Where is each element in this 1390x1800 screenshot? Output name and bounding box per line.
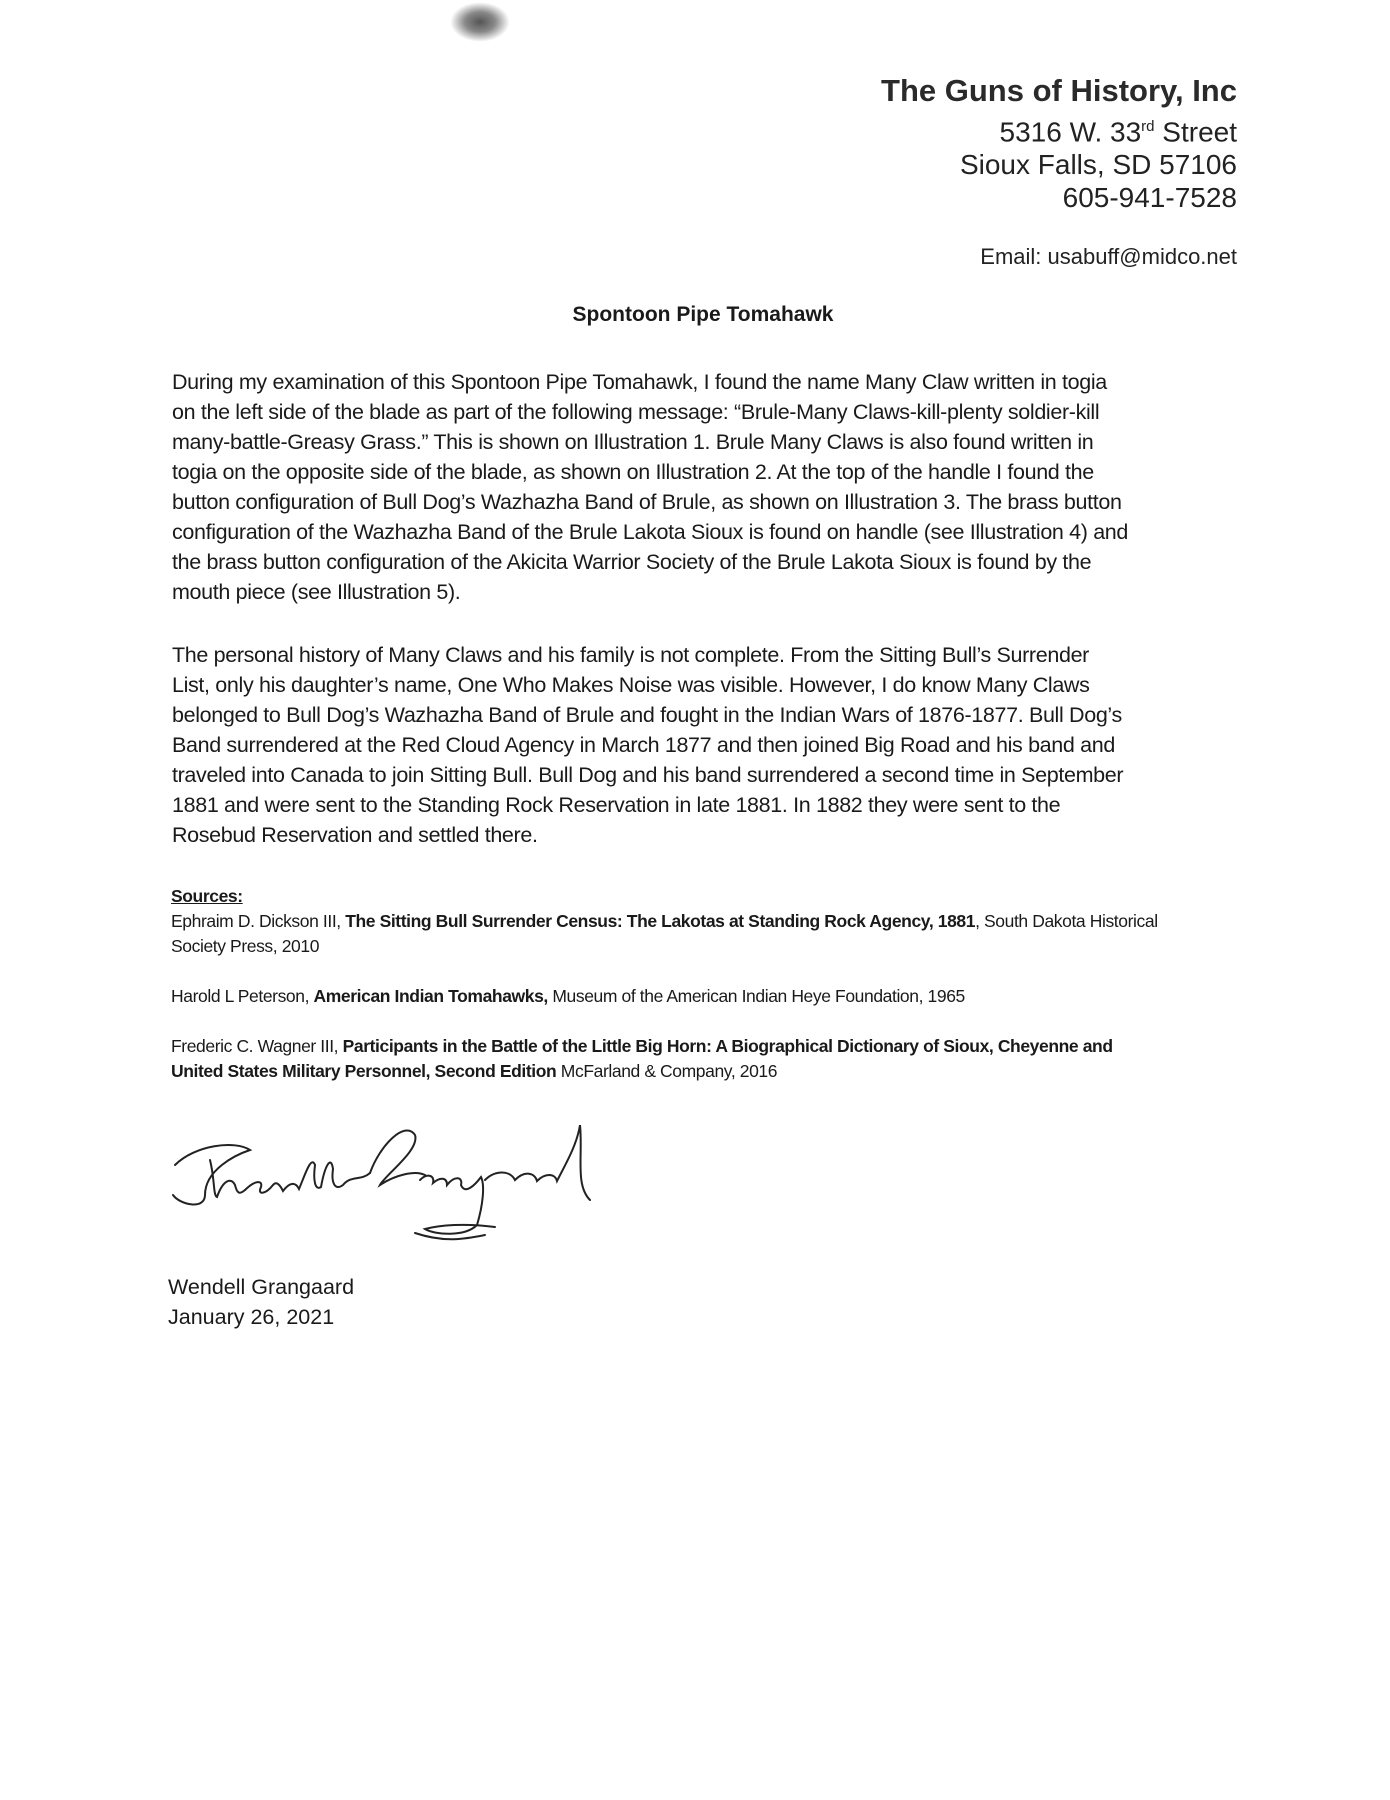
text-line: many-battle-Greasy Grass.” This is shown on Illustration 1. Brule Many Claws is also found written in <box>172 430 1094 454</box>
text-line: mouth piece (see Illustration 5). <box>172 580 461 604</box>
source-publisher: Society Press, 2010 <box>171 936 320 956</box>
city-line: Sioux Falls, SD 57106 <box>959 149 1237 181</box>
handwritten-signature <box>165 1125 685 1260</box>
street-address <box>881 110 1237 148</box>
text-line: configuration of the Wazhazha Band of the Brule Lakota Sioux is found on handle (see Illustration 4) and <box>172 520 1129 544</box>
text-line: List, only his daughter’s name, One Who Makes Noise was visible. However, I do know Many Claws <box>172 673 1090 697</box>
source-item <box>171 984 1158 1009</box>
text-line: togia on the opposite side of the blade, as shown on Illustration 2. At the top of the handle I found the <box>172 460 1094 484</box>
paper-smudge <box>450 2 510 42</box>
text-line: button configuration of Bull Dog’s Wazhazha Band of Brule, as shown on Illustration 3. The brass button <box>172 490 1122 514</box>
source-work: The Sitting Bull Surrender Census: The Lakotas at Standing Rock Agency, 1881 <box>345 911 976 931</box>
source-author: Ephraim D. Dickson III, <box>171 911 346 931</box>
company-name: The Guns of History, Inc <box>881 73 1237 108</box>
source-publisher: , South Dakota Historical <box>975 911 1158 931</box>
source-work: United States Military Personnel, Second Edition <box>171 1061 557 1081</box>
signer-block <box>168 1272 354 1332</box>
source-item <box>171 1034 1158 1084</box>
text-line: the brass button configuration of the Akicita Warrior Society of the Brule Lakota Sioux is found by the <box>172 550 1092 574</box>
phone: 605-941-7528 <box>1062 182 1237 214</box>
signature-date: January 26, 2021 <box>168 1305 335 1329</box>
text-line: Band surrendered at the Red Cloud Agency in March 1877 and then joined Big Road and his band and <box>172 733 1115 757</box>
source-item <box>171 909 1158 959</box>
paragraph-examination <box>172 367 1128 607</box>
address-ordinal: rd <box>1141 118 1155 135</box>
source-author: Frederic C. Wagner III, <box>171 1036 343 1056</box>
paragraph-history <box>172 640 1123 850</box>
source-publisher: McFarland & Company, 2016 <box>556 1061 778 1081</box>
text-line: Rosebud Reservation and settled there. <box>172 823 538 847</box>
address-number: 5316 W. 33 <box>999 116 1142 148</box>
text-line: on the left side of the blade as part of the following message: “Brule-Many Claws-kill-plenty soldier-kill <box>172 400 1100 424</box>
source-author: Harold L Peterson, <box>171 986 314 1006</box>
signer-name: Wendell Grangaard <box>168 1275 355 1299</box>
text-line: 1881 and were sent to the Standing Rock Reservation in late 1881. In 1882 they were sent to the <box>172 793 1061 817</box>
text-line: The personal history of Many Claws and his family is not complete. From the Sitting Bull’s Surrender <box>172 643 1089 667</box>
email: Email: usabuff@midco.net <box>980 244 1237 269</box>
source-publisher: Museum of the American Indian Heye Foundation, 1965 <box>547 986 965 1006</box>
text-line: traveled into Canada to join Sitting Bull. Bull Dog and his band surrendered a second time in September <box>172 763 1124 787</box>
letterhead <box>881 72 1237 214</box>
document-heading: Spontoon Pipe Tomahawk <box>572 303 834 326</box>
source-work: American Indian Tomahawks, <box>313 986 548 1006</box>
address-street: Street <box>1154 116 1237 148</box>
sources-title: Sources: <box>171 886 243 906</box>
text-line: belonged to Bull Dog’s Wazhazha Band of Brule and fought in the Indian Wars of 1876-1877. Bull Dog’s <box>172 703 1122 727</box>
sources-section <box>171 884 1158 1109</box>
source-work: Participants in the Battle of the Little Big Horn: A Biographical Dictionary of Sioux, Cheyenne and <box>342 1036 1113 1056</box>
text-line: During my examination of this Spontoon Pipe Tomahawk, I found the name Many Claw written in togia <box>172 370 1107 394</box>
